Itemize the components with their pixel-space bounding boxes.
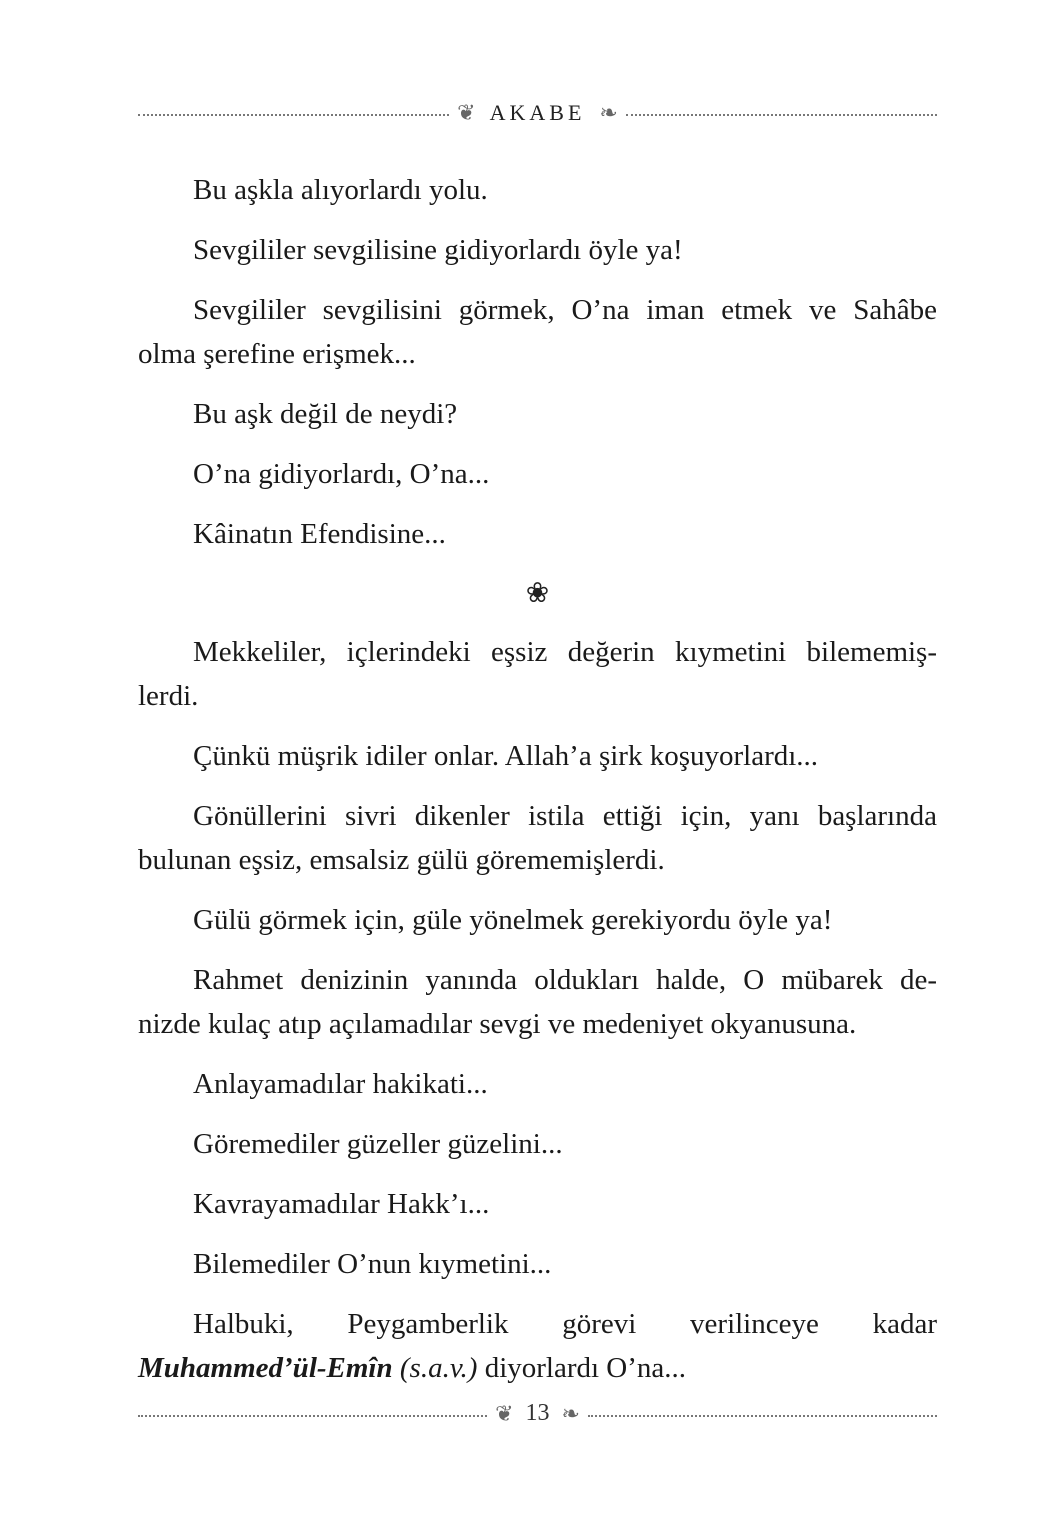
- paragraph-line: Anlayamadılar hakikati...: [193, 1068, 488, 1100]
- ornament-left-icon: ❦: [457, 100, 476, 125]
- paragraph-line: Sevgililer sevgilisini görmek, O’na iman etmek ve Sahâbe: [193, 294, 937, 326]
- running-footer: [138, 1400, 937, 1427]
- paragraph: [138, 168, 937, 212]
- paragraph: [138, 958, 937, 1046]
- dotted-rule: [138, 114, 449, 116]
- paragraph-line: Sevgililer sevgilisine gidiyorlardı öyle ya!: [193, 234, 683, 266]
- paragraph-line: Kâinatın Efendisine...: [193, 518, 446, 550]
- line-text: diyorlardı O’na...: [477, 1352, 687, 1384]
- paragraph-line: Çünkü müşrik idiler onlar. Allah’a şirk koşuyorlardı...: [193, 740, 819, 772]
- paragraph-line: Kavrayamadılar Hakk’ı...: [193, 1188, 490, 1220]
- paragraph-line: O’na gidiyorlardı, O’na...: [193, 458, 490, 490]
- paragraph: [138, 794, 937, 882]
- header-title: AKABE: [489, 100, 586, 125]
- paragraph: [138, 1062, 937, 1106]
- running-header: [138, 100, 937, 126]
- dotted-rule: [588, 1415, 937, 1417]
- paragraph-group-a: [138, 168, 937, 556]
- flower-separator-icon: ❀: [525, 578, 550, 609]
- page-body: [138, 168, 937, 1406]
- paragraph-line: Göremediler güzeller güzelini...: [193, 1128, 563, 1160]
- paragraph-line: Mekkeliler, içlerindeki eşsiz değerin kıymetini bilememiş-: [193, 636, 937, 668]
- dotted-rule: [138, 1415, 487, 1417]
- paragraph: [138, 1182, 937, 1226]
- paragraph: [138, 392, 937, 436]
- paragraph: [138, 630, 937, 718]
- ornament-left-icon: ❦: [495, 1400, 514, 1426]
- dotted-rule: [626, 114, 937, 116]
- paragraph-line: Rahmet denizinin yanında oldukları halde, O mübarek de-: [193, 964, 937, 996]
- ornament-right-icon: ❧: [561, 1400, 580, 1426]
- paragraph: [138, 228, 937, 272]
- paragraph-line: Gülü görmek için, güle yönelmek gerekiyordu öyle ya!: [193, 904, 833, 936]
- paragraph-line: Bu aşk değil de neydi?: [193, 398, 458, 430]
- paragraph-line: nizde kulaç atıp açılamadılar sevgi ve medeniyet okyanusuna.: [138, 1008, 857, 1040]
- paragraph-line: olma şerefine erişmek...: [138, 338, 416, 370]
- paragraph: [138, 898, 937, 942]
- paragraph-line: Halbuki, Peygamberlik görevi verilinceye kadar: [193, 1308, 937, 1340]
- paragraph-group-b: [138, 630, 937, 1286]
- paragraph: [138, 1122, 937, 1166]
- paragraph-line: lerdi.: [138, 680, 199, 712]
- paragraph: [138, 1242, 937, 1286]
- paragraph: [138, 512, 937, 556]
- paragraph-line: Bilemediler O’nun kıymetini...: [193, 1248, 552, 1280]
- paragraph-line: [138, 1346, 937, 1390]
- paragraph: [138, 734, 937, 778]
- page-number: 13: [525, 1400, 550, 1426]
- paragraph: [138, 1302, 937, 1390]
- paragraph: [138, 288, 937, 376]
- paragraph-line: bulunan eşsiz, emsalsiz gülü görememişlerdi.: [138, 844, 665, 876]
- paragraph-line: Bu aşkla alıyorlardı yolu.: [193, 174, 488, 206]
- paragraph-line: Gönüllerini sivri dikenler istila ettiği için, yanı başlarında: [193, 800, 937, 832]
- paragraph: [138, 452, 937, 496]
- honorific: (s.a.v.): [399, 1352, 478, 1384]
- ornament-right-icon: ❧: [599, 100, 618, 125]
- emphasized-name: Muhammed’ül-Emîn: [138, 1352, 393, 1384]
